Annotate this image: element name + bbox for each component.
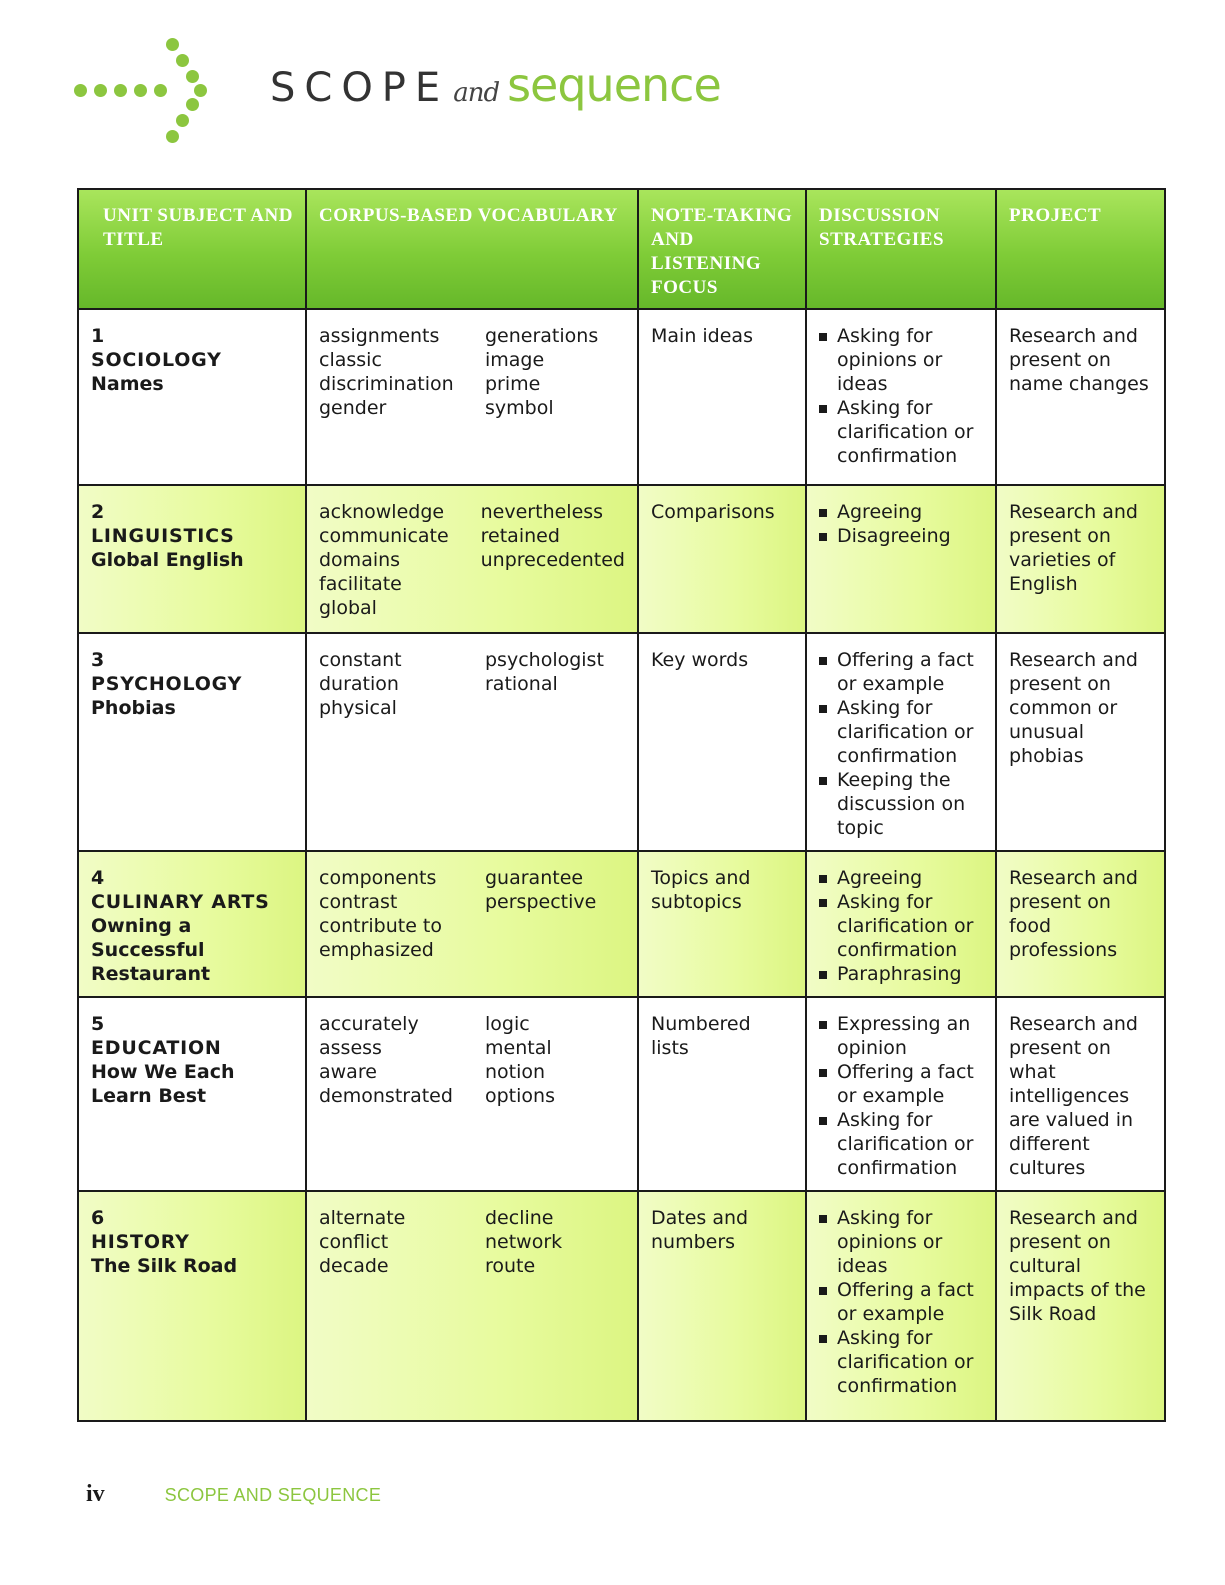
strategy-item: Offering a fact or example: [819, 648, 983, 696]
project-cell: Research and present on food professions: [996, 851, 1165, 997]
unit-cell: [78, 633, 306, 851]
vocab-word: conflict: [319, 1231, 389, 1253]
unit-subject: CULINARY ARTS: [91, 891, 270, 913]
table-row: [78, 1191, 1165, 1421]
vocab-word: route: [485, 1255, 536, 1277]
vocab-word: assess: [319, 1037, 382, 1059]
unit-cell: [78, 309, 306, 485]
unit-subject: EDUCATION: [91, 1037, 222, 1059]
unit-number: 2: [91, 501, 105, 523]
strategy-item: Keeping the discussion on topic: [819, 768, 983, 840]
unit-subject: HISTORY: [91, 1231, 190, 1253]
unit-subject: PSYCHOLOGY: [91, 673, 243, 695]
vocabulary-cell: [306, 485, 638, 633]
vocab-word: perspective: [485, 891, 597, 913]
table-row: [78, 485, 1165, 633]
vocab-word: assignments: [319, 325, 440, 347]
unit-number: 5: [91, 1013, 105, 1035]
strategies-cell: [806, 485, 996, 633]
strategy-item: Expressing an opinion: [819, 1012, 983, 1060]
vocab-word: nevertheless: [480, 501, 604, 523]
vocab-word: decline: [485, 1207, 554, 1229]
vocabulary-cell: [306, 1191, 638, 1421]
strategies-cell: [806, 1191, 996, 1421]
vocab-word: global: [319, 597, 377, 619]
vocab-word: generations: [485, 325, 599, 347]
vocabulary-cell: [306, 633, 638, 851]
focus-cell: Main ideas: [638, 309, 806, 485]
column-header-vocabulary: CORPUS-BASED VOCABULARY: [306, 189, 638, 309]
unit-title: Names: [91, 373, 164, 395]
strategy-item: Asking for opinions or ideas: [819, 324, 983, 396]
page-title: [270, 58, 721, 112]
scope-sequence-table: [77, 188, 1166, 1422]
strategies-cell: [806, 633, 996, 851]
vocab-word: rational: [485, 673, 558, 695]
unit-title: How We Each Learn Best: [91, 1061, 235, 1107]
unit-cell: [78, 851, 306, 997]
focus-cell: Topics and subtopics: [638, 851, 806, 997]
vocab-word: aware: [319, 1061, 377, 1083]
page-footer: [86, 1481, 381, 1508]
column-header-project: PROJECT: [996, 189, 1165, 309]
strategy-item: Offering a fact or example: [819, 1278, 983, 1326]
vocab-word: facilitate: [319, 573, 402, 595]
vocab-word: alternate: [319, 1207, 406, 1229]
running-title: SCOPE AND SEQUENCE: [164, 1485, 382, 1505]
strategy-item: Asking for clarification or confirmation: [819, 396, 983, 468]
table-row: [78, 997, 1165, 1191]
unit-cell: [78, 1191, 306, 1421]
focus-cell: Numbered lists: [638, 997, 806, 1191]
arrow-dots-logo-icon: [74, 36, 219, 146]
project-cell: Research and present on varieties of English: [996, 485, 1165, 633]
table-row: [78, 633, 1165, 851]
strategies-cell: [806, 997, 996, 1191]
vocab-word: duration: [319, 673, 399, 695]
title-scope: SCOPE: [270, 65, 450, 111]
page-number: iv: [86, 1481, 105, 1507]
unit-number: 4: [91, 867, 105, 889]
column-header-focus: NOTE-TAKING AND LISTENING FOCUS: [638, 189, 806, 309]
vocab-word: logic: [485, 1013, 530, 1035]
vocab-word: contrast: [319, 891, 398, 913]
column-header-unit: UNIT SUBJECT AND TITLE: [78, 189, 306, 309]
unit-title: Phobias: [91, 697, 176, 719]
unit-title: Global English: [91, 549, 244, 571]
focus-cell: Key words: [638, 633, 806, 851]
project-cell: Research and present on name changes: [996, 309, 1165, 485]
strategy-item: Asking for clarification or confirmation: [819, 696, 983, 768]
unit-title: The Silk Road: [91, 1255, 238, 1277]
vocab-word: network: [485, 1231, 563, 1253]
unit-cell: [78, 485, 306, 633]
column-header-strategies: DISCUSSION STRATEGIES: [806, 189, 996, 309]
strategy-item: Asking for clarification or confirmation: [819, 1108, 983, 1180]
strategy-item: Offering a fact or example: [819, 1060, 983, 1108]
vocab-word: retained: [480, 525, 560, 547]
vocab-word: emphasized: [319, 939, 434, 961]
table-row: [78, 309, 1165, 485]
vocab-word: domains: [319, 549, 401, 571]
table-row: [78, 851, 1165, 997]
strategy-item: Paraphrasing: [819, 962, 983, 986]
vocab-word: unprecedented: [480, 549, 625, 571]
title-sequence: sequence: [507, 58, 721, 112]
vocab-word: mental: [485, 1037, 552, 1059]
vocab-word: symbol: [485, 397, 554, 419]
vocabulary-cell: [306, 309, 638, 485]
vocab-word: contribute to: [319, 915, 443, 937]
vocab-word: decade: [319, 1255, 389, 1277]
vocab-word: demonstrated: [319, 1085, 453, 1107]
project-cell: Research and present on common or unusual phobias: [996, 633, 1165, 851]
strategies-cell: [806, 309, 996, 485]
strategy-item: Asking for clarification or confirmation: [819, 890, 983, 962]
unit-number: 3: [91, 649, 105, 671]
strategy-item: Asking for opinions or ideas: [819, 1206, 983, 1278]
vocabulary-cell: [306, 997, 638, 1191]
unit-subject: LINGUISTICS: [91, 525, 235, 547]
title-and: and: [453, 78, 500, 108]
project-cell: Research and present on cultural impacts of the Silk Road: [996, 1191, 1165, 1421]
strategy-item: Agreeing: [819, 866, 983, 890]
vocab-word: gender: [319, 397, 387, 419]
unit-number: 6: [91, 1207, 105, 1229]
vocab-word: communicate: [319, 525, 449, 547]
unit-title: Owning a Successful Restaurant: [91, 915, 211, 985]
unit-subject: SOCIOLOGY: [91, 349, 222, 371]
project-cell: Research and present on what intelligences are valued in different cultures: [996, 997, 1165, 1191]
strategies-cell: [806, 851, 996, 997]
vocab-word: notion: [485, 1061, 546, 1083]
focus-cell: Dates and numbers: [638, 1191, 806, 1421]
vocab-word: image: [485, 349, 545, 371]
focus-cell: Comparisons: [638, 485, 806, 633]
vocab-word: psychologist: [485, 649, 604, 671]
unit-number: 1: [91, 325, 105, 347]
vocab-word: physical: [319, 697, 397, 719]
vocab-word: acknowledge: [319, 501, 445, 523]
vocabulary-cell: [306, 851, 638, 997]
vocab-word: constant: [319, 649, 402, 671]
vocab-word: components: [319, 867, 437, 889]
vocab-word: options: [485, 1085, 555, 1107]
vocab-word: accurately: [319, 1013, 419, 1035]
vocab-word: discrimination: [319, 373, 454, 395]
strategy-item: Asking for clarification or confirmation: [819, 1326, 983, 1398]
unit-cell: [78, 997, 306, 1191]
vocab-word: classic: [319, 349, 382, 371]
vocab-word: prime: [485, 373, 541, 395]
strategy-item: Agreeing: [819, 500, 983, 524]
strategy-item: Disagreeing: [819, 524, 983, 548]
vocab-word: guarantee: [485, 867, 584, 889]
table-header-row: [78, 189, 1165, 309]
